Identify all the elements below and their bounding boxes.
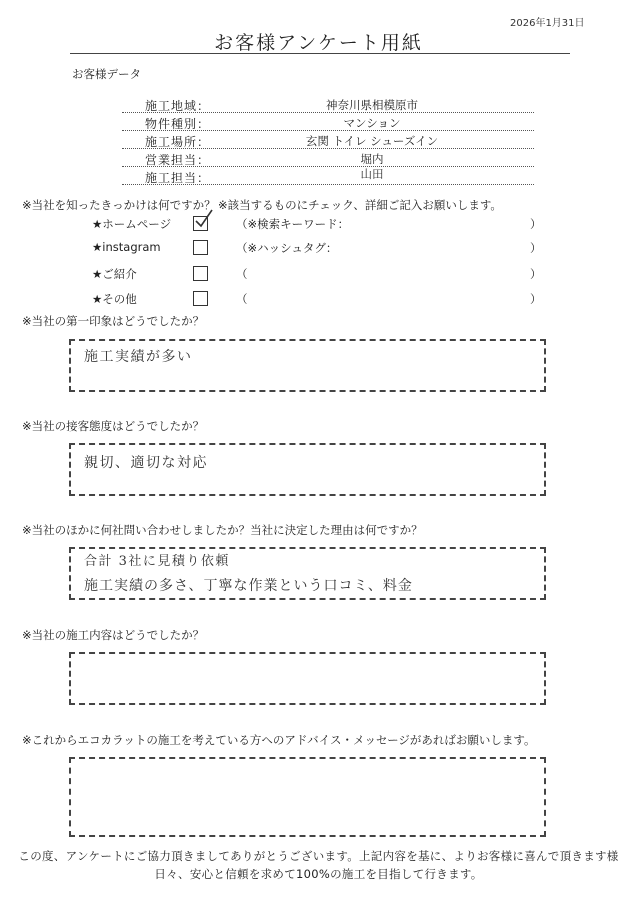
- detail-hashtag-label: （※ハッシュタグ：: [236, 241, 338, 255]
- detail-other-open: （: [236, 292, 248, 306]
- detail-keyword-label: （※検索キーワード：: [236, 217, 350, 231]
- check-instruction: ※該当するものにチェック、詳細ご記入お願いします。: [218, 198, 502, 212]
- footer-thanks-line1: この度、アンケートにご協力頂きましてありがとうございます。上記内容を基に、よりお客様に喜んで頂きます様: [18, 849, 619, 863]
- source-label-other: ★その他: [92, 292, 137, 306]
- info-value-area: 神奈川県相模原市: [326, 98, 418, 112]
- customer-data-label: お客様データ: [72, 67, 141, 81]
- info-label-location: 施工場所：: [145, 135, 211, 149]
- info-value-installer: 山田: [360, 167, 384, 181]
- footer-thanks-line2: 日々、安心と信頼を求めて100%の施工を目指して行きます。: [154, 867, 483, 881]
- checkbox-other[interactable]: [193, 291, 208, 306]
- info-row-property-type: [122, 113, 534, 131]
- detail-other-close: ）: [530, 292, 542, 306]
- answer-box-work-quality[interactable]: [69, 652, 546, 705]
- dotted-line: [122, 184, 534, 185]
- page-title: お客様アンケート用紙: [214, 32, 423, 54]
- checkbox-referral[interactable]: [193, 266, 208, 281]
- info-label-installer: 施工担当：: [145, 171, 211, 185]
- detail-keyword-close: ）: [530, 217, 542, 231]
- question-customer-service: ※当社の接客態度はどうでしたか？: [22, 419, 205, 433]
- info-row-area: [122, 95, 534, 113]
- question-first-impression: ※当社の第一印象はどうでしたか？: [22, 314, 205, 328]
- question-work-quality: ※当社の施工内容はどうでしたか？: [22, 628, 205, 642]
- detail-hashtag-close: ）: [530, 241, 542, 255]
- title-underline: [70, 53, 570, 54]
- info-row-location: [122, 131, 534, 149]
- checkbox-instagram[interactable]: [193, 240, 208, 255]
- info-label-sales-rep: 営業担当：: [145, 153, 211, 167]
- source-label-instagram: ★instagram: [92, 240, 161, 254]
- survey-date: 2026年1月31日: [510, 18, 585, 29]
- answer-other-companies-line2: 施工実績の多さ、丁寧な作業という口コミ、料金: [84, 578, 413, 594]
- question-advice-message: ※これからエコカラットの施工を考えている方へのアドバイス・メッセージがあればお願いします。: [22, 733, 536, 747]
- source-label-homepage: ★ホームページ: [92, 217, 172, 231]
- info-label-property-type: 物件種別：: [145, 117, 211, 131]
- answer-box-customer-service[interactable]: [69, 443, 546, 496]
- question-how-found: ※当社を知ったきっかけは何ですか？: [22, 198, 216, 212]
- info-value-sales-rep: 堀内: [360, 152, 384, 166]
- answer-customer-service: 親切、適切な対応: [84, 455, 208, 471]
- answer-box-first-impression[interactable]: [69, 339, 546, 392]
- answer-other-companies-line1: 合計 3社に見積り依頼: [84, 554, 230, 569]
- detail-referral-open: （: [236, 267, 248, 281]
- detail-referral-close: ）: [530, 267, 542, 281]
- answer-box-other-companies[interactable]: [69, 547, 546, 600]
- answer-box-advice-message[interactable]: [69, 757, 546, 837]
- info-row-installer: [122, 167, 534, 185]
- info-row-sales-rep: [122, 149, 534, 167]
- info-value-property-type: マンション: [343, 116, 401, 130]
- question-other-companies: ※当社のほかに何社問い合わせしましたか？当社に決定した理由は何ですか？: [22, 523, 423, 537]
- info-value-location: 玄関 トイレ シューズイン: [305, 134, 439, 148]
- source-label-referral: ★ご紹介: [92, 267, 137, 281]
- info-label-area: 施工地域：: [145, 99, 211, 113]
- checkbox-homepage[interactable]: [193, 216, 208, 231]
- answer-first-impression: 施工実績が多い: [84, 349, 193, 365]
- checkmark-icon: [193, 208, 215, 230]
